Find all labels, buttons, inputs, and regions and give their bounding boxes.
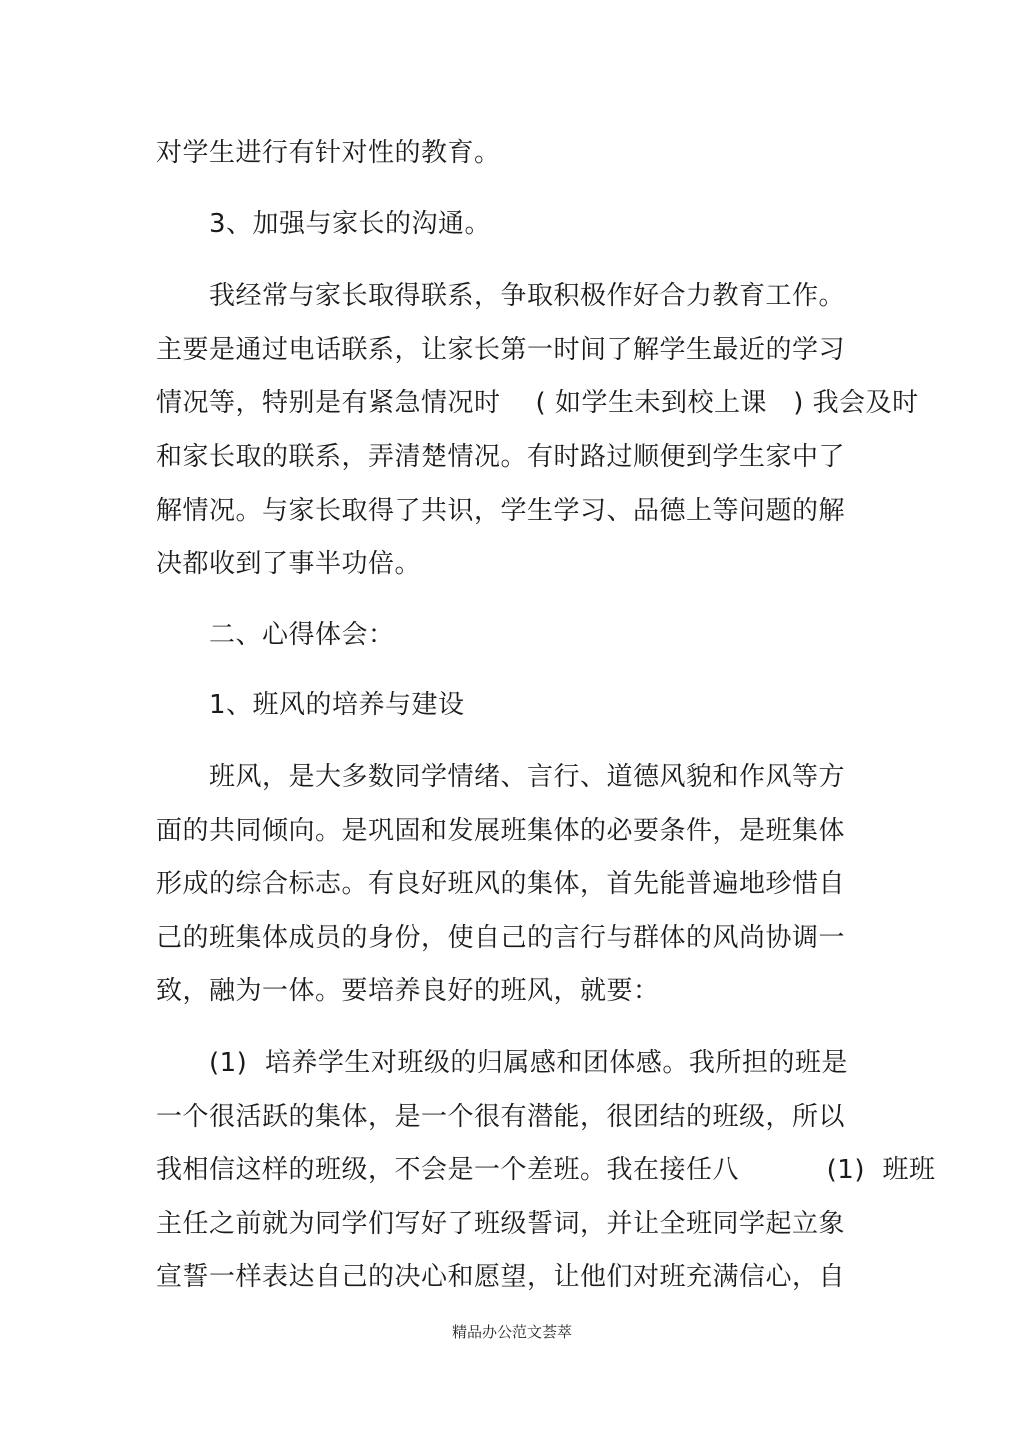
- text-line: 一个很活跃的集体，是一个很有潜能，很团结的班级，所以: [156, 1102, 846, 1132]
- section-heading: 二、心得体会：: [209, 620, 395, 650]
- text-line: 对学生进行有针对性的教育。: [156, 138, 501, 168]
- text-line: 班风，是大多数同学情绪、言行、道德风貌和作风等方: [209, 762, 846, 792]
- text-line: 解情况。与家长取得了共识，学生学习、品德上等问题的解: [156, 496, 846, 526]
- section-heading: 3、加强与家长的沟通。: [209, 209, 492, 239]
- text-line: 形成的综合标志。有良好班风的集体，首先能普遍地珍惜自: [156, 869, 846, 899]
- text-line: 情况等，特别是有紧急情况时 ( 如学生未到校上课 ) 我会及时: [156, 388, 919, 418]
- text-line: 致，融为一体。要培养良好的班风，就要：: [156, 976, 660, 1006]
- text-line: (1) 培养学生对班级的归属感和团体感。我所担的班是: [209, 1048, 848, 1078]
- text-line: 我经常与家长取得联系，争取积极作好合力教育工作。: [209, 281, 846, 311]
- page-footer: 精品办公范文荟萃: [451, 1323, 572, 1341]
- text-line: 我相信这样的班级，不会是一个差班。我在接任八 (1) 班班: [156, 1155, 936, 1185]
- text-line: 面的共同倾向。是巩固和发展班集体的必要条件，是班集体: [156, 816, 846, 846]
- text-line: 主任之前就为同学们写好了班级誓词，并让全班同学起立象: [156, 1209, 846, 1239]
- section-heading: 1、班风的培养与建设: [209, 690, 465, 720]
- text-line: 决都收到了事半功倍。: [156, 549, 422, 579]
- text-line: 己的班集体成员的身份，使自己的言行与群体的风尚协调一: [156, 923, 846, 953]
- text-line: 和家长取的联系，弄清楚情况。有时路过顺便到学生家中了: [156, 442, 846, 472]
- text-line: 宣誓一样表达自己的决心和愿望，让他们对班充满信心，自: [156, 1262, 846, 1292]
- text-line: 主要是通过电话联系，让家长第一时间了解学生最近的学习: [156, 335, 846, 365]
